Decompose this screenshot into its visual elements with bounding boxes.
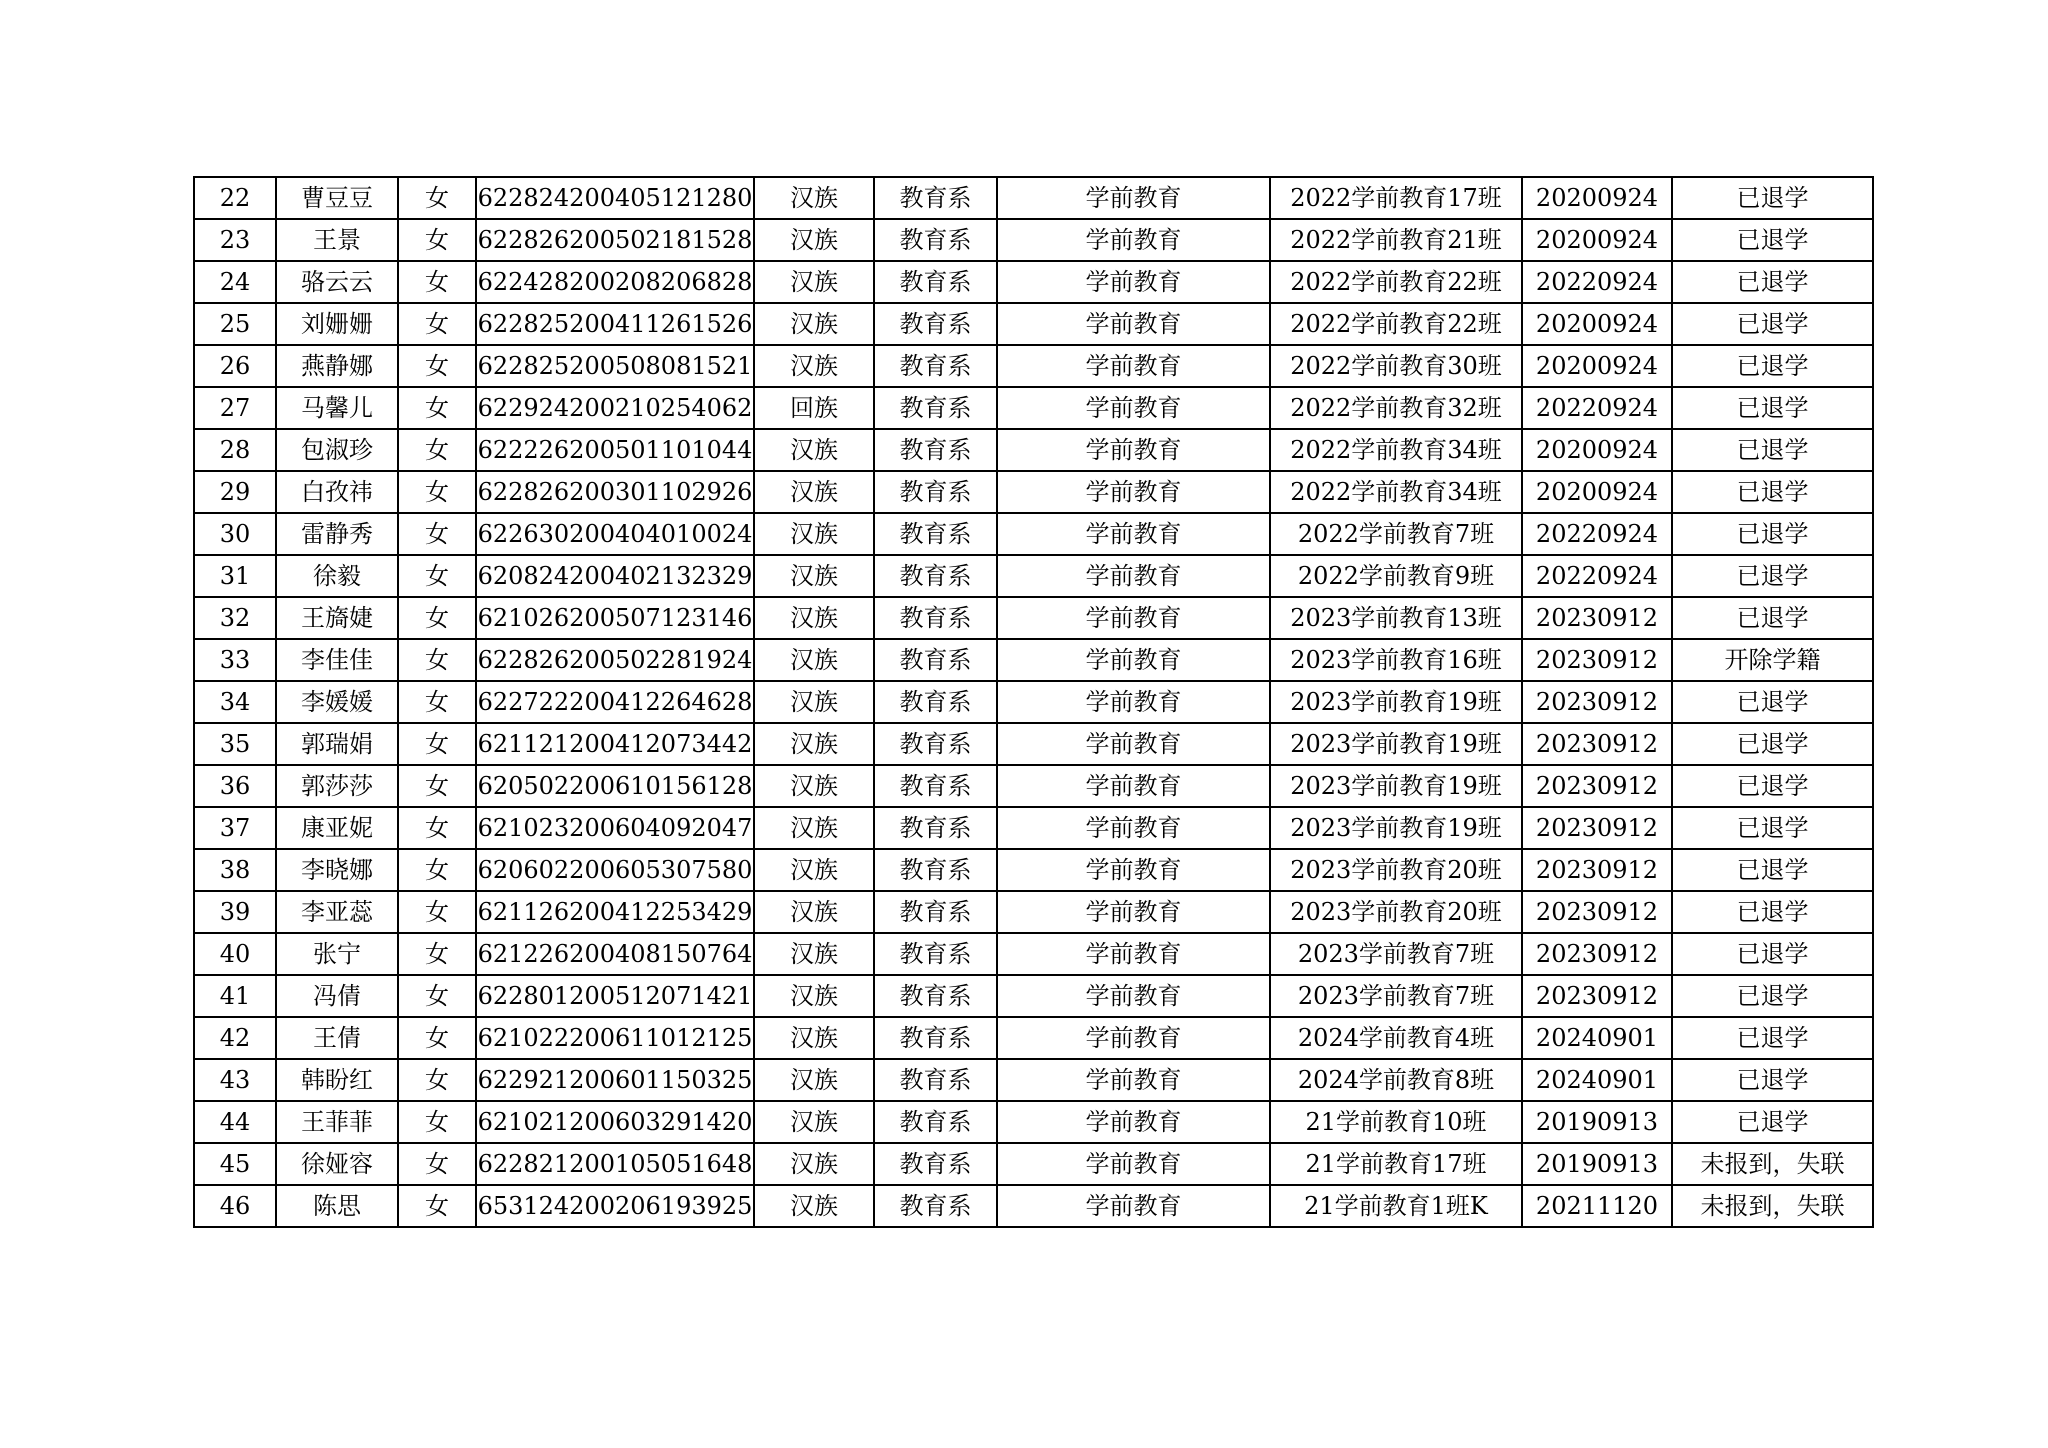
id-number-cell: 622826200502181528 (476, 219, 754, 261)
date-cell: 20230912 (1522, 597, 1672, 639)
date-cell: 20230912 (1522, 975, 1672, 1017)
gender-cell: 女 (398, 303, 476, 345)
ethnicity-cell: 汉族 (754, 303, 874, 345)
gender-cell: 女 (398, 681, 476, 723)
date-cell: 20200924 (1522, 429, 1672, 471)
row-number-cell: 33 (194, 639, 276, 681)
status-cell: 已退学 (1672, 975, 1873, 1017)
id-number-cell: 621126200412253429 (476, 891, 754, 933)
roster-body (194, 177, 1873, 1227)
ethnicity-cell: 汉族 (754, 429, 874, 471)
major-cell: 学前教育 (997, 1017, 1270, 1059)
ethnicity-cell: 汉族 (754, 345, 874, 387)
student-name-cell: 曹豆豆 (276, 177, 398, 219)
major-cell: 学前教育 (997, 681, 1270, 723)
ethnicity-cell: 汉族 (754, 891, 874, 933)
status-cell: 已退学 (1672, 1101, 1873, 1143)
table-row (194, 1143, 1873, 1185)
table-row (194, 387, 1873, 429)
id-number-cell: 621022200611012125 (476, 1017, 754, 1059)
major-cell: 学前教育 (997, 219, 1270, 261)
date-cell: 20200924 (1522, 471, 1672, 513)
ethnicity-cell: 汉族 (754, 639, 874, 681)
status-cell: 已退学 (1672, 471, 1873, 513)
major-cell: 学前教育 (997, 1185, 1270, 1227)
gender-cell: 女 (398, 597, 476, 639)
gender-cell: 女 (398, 513, 476, 555)
gender-cell: 女 (398, 849, 476, 891)
status-cell: 已退学 (1672, 1059, 1873, 1101)
id-number-cell: 621021200603291420 (476, 1101, 754, 1143)
student-name-cell: 王倩 (276, 1017, 398, 1059)
class-cell: 2023学前教育13班 (1270, 597, 1522, 639)
ethnicity-cell: 汉族 (754, 177, 874, 219)
class-cell: 2023学前教育7班 (1270, 975, 1522, 1017)
date-cell: 20220924 (1522, 555, 1672, 597)
department-cell: 教育系 (874, 219, 997, 261)
ethnicity-cell: 汉族 (754, 555, 874, 597)
student-name-cell: 包淑珍 (276, 429, 398, 471)
table-row (194, 513, 1873, 555)
major-cell: 学前教育 (997, 429, 1270, 471)
status-cell: 已退学 (1672, 387, 1873, 429)
student-name-cell: 雷静秀 (276, 513, 398, 555)
date-cell: 20200924 (1522, 219, 1672, 261)
class-cell: 2022学前教育21班 (1270, 219, 1522, 261)
id-number-cell: 621121200412073442 (476, 723, 754, 765)
gender-cell: 女 (398, 639, 476, 681)
class-cell: 2023学前教育19班 (1270, 807, 1522, 849)
department-cell: 教育系 (874, 1059, 997, 1101)
table-row (194, 765, 1873, 807)
status-cell: 已退学 (1672, 765, 1873, 807)
major-cell: 学前教育 (997, 177, 1270, 219)
id-number-cell: 622826200301102926 (476, 471, 754, 513)
date-cell: 20230912 (1522, 639, 1672, 681)
major-cell: 学前教育 (997, 555, 1270, 597)
id-number-cell: 621226200408150764 (476, 933, 754, 975)
id-number-cell: 622801200512071421 (476, 975, 754, 1017)
table-row (194, 429, 1873, 471)
gender-cell: 女 (398, 261, 476, 303)
status-cell: 已退学 (1672, 597, 1873, 639)
student-name-cell: 马馨儿 (276, 387, 398, 429)
status-cell: 已退学 (1672, 177, 1873, 219)
department-cell: 教育系 (874, 555, 997, 597)
row-number-cell: 32 (194, 597, 276, 639)
table-row (194, 807, 1873, 849)
gender-cell: 女 (398, 1143, 476, 1185)
status-cell: 已退学 (1672, 555, 1873, 597)
table-row (194, 177, 1873, 219)
major-cell: 学前教育 (997, 597, 1270, 639)
ethnicity-cell: 汉族 (754, 975, 874, 1017)
student-roster-table (193, 176, 1874, 1228)
student-name-cell: 郭莎莎 (276, 765, 398, 807)
major-cell: 学前教育 (997, 261, 1270, 303)
department-cell: 教育系 (874, 345, 997, 387)
department-cell: 教育系 (874, 177, 997, 219)
id-number-cell: 622825200508081521 (476, 345, 754, 387)
major-cell: 学前教育 (997, 765, 1270, 807)
department-cell: 教育系 (874, 303, 997, 345)
row-number-cell: 23 (194, 219, 276, 261)
date-cell: 20190913 (1522, 1101, 1672, 1143)
table-row (194, 345, 1873, 387)
department-cell: 教育系 (874, 807, 997, 849)
student-name-cell: 骆云云 (276, 261, 398, 303)
major-cell: 学前教育 (997, 1101, 1270, 1143)
gender-cell: 女 (398, 975, 476, 1017)
ethnicity-cell: 汉族 (754, 1059, 874, 1101)
id-number-cell: 622722200412264628 (476, 681, 754, 723)
department-cell: 教育系 (874, 1101, 997, 1143)
status-cell: 已退学 (1672, 933, 1873, 975)
student-name-cell: 康亚妮 (276, 807, 398, 849)
ethnicity-cell: 汉族 (754, 849, 874, 891)
date-cell: 20220924 (1522, 513, 1672, 555)
id-number-cell: 622630200404010024 (476, 513, 754, 555)
table-row (194, 1101, 1873, 1143)
date-cell: 20230912 (1522, 933, 1672, 975)
id-number-cell: 622226200501101044 (476, 429, 754, 471)
major-cell: 学前教育 (997, 387, 1270, 429)
id-number-cell: 620502200610156128 (476, 765, 754, 807)
ethnicity-cell: 汉族 (754, 765, 874, 807)
class-cell: 2023学前教育19班 (1270, 765, 1522, 807)
date-cell: 20230912 (1522, 807, 1672, 849)
major-cell: 学前教育 (997, 723, 1270, 765)
department-cell: 教育系 (874, 1017, 997, 1059)
gender-cell: 女 (398, 765, 476, 807)
ethnicity-cell: 汉族 (754, 933, 874, 975)
row-number-cell: 42 (194, 1017, 276, 1059)
student-name-cell: 李晓娜 (276, 849, 398, 891)
id-number-cell: 622428200208206828 (476, 261, 754, 303)
class-cell: 2024学前教育4班 (1270, 1017, 1522, 1059)
ethnicity-cell: 汉族 (754, 261, 874, 303)
student-name-cell: 白孜祎 (276, 471, 398, 513)
date-cell: 20240901 (1522, 1059, 1672, 1101)
table-row (194, 1017, 1873, 1059)
ethnicity-cell: 汉族 (754, 1101, 874, 1143)
row-number-cell: 22 (194, 177, 276, 219)
gender-cell: 女 (398, 723, 476, 765)
ethnicity-cell: 汉族 (754, 807, 874, 849)
gender-cell: 女 (398, 555, 476, 597)
table-row (194, 597, 1873, 639)
major-cell: 学前教育 (997, 891, 1270, 933)
department-cell: 教育系 (874, 429, 997, 471)
id-number-cell: 622825200411261526 (476, 303, 754, 345)
status-cell: 已退学 (1672, 303, 1873, 345)
gender-cell: 女 (398, 891, 476, 933)
class-cell: 2023学前教育16班 (1270, 639, 1522, 681)
student-name-cell: 王景 (276, 219, 398, 261)
row-number-cell: 31 (194, 555, 276, 597)
table-row (194, 891, 1873, 933)
department-cell: 教育系 (874, 513, 997, 555)
class-cell: 2022学前教育34班 (1270, 429, 1522, 471)
ethnicity-cell: 汉族 (754, 1017, 874, 1059)
table-row (194, 975, 1873, 1017)
department-cell: 教育系 (874, 1185, 997, 1227)
department-cell: 教育系 (874, 387, 997, 429)
class-cell: 2022学前教育34班 (1270, 471, 1522, 513)
class-cell: 2024学前教育8班 (1270, 1059, 1522, 1101)
date-cell: 20200924 (1522, 345, 1672, 387)
gender-cell: 女 (398, 177, 476, 219)
row-number-cell: 26 (194, 345, 276, 387)
table-row (194, 555, 1873, 597)
status-cell: 已退学 (1672, 513, 1873, 555)
table-row (194, 303, 1873, 345)
student-name-cell: 郭瑞娟 (276, 723, 398, 765)
major-cell: 学前教育 (997, 849, 1270, 891)
class-cell: 2022学前教育32班 (1270, 387, 1522, 429)
id-number-cell: 621023200604092047 (476, 807, 754, 849)
row-number-cell: 40 (194, 933, 276, 975)
row-number-cell: 37 (194, 807, 276, 849)
status-cell: 已退学 (1672, 429, 1873, 471)
row-number-cell: 30 (194, 513, 276, 555)
student-name-cell: 刘姗姗 (276, 303, 398, 345)
ethnicity-cell: 回族 (754, 387, 874, 429)
table-row (194, 471, 1873, 513)
row-number-cell: 28 (194, 429, 276, 471)
date-cell: 20190913 (1522, 1143, 1672, 1185)
ethnicity-cell: 汉族 (754, 1185, 874, 1227)
department-cell: 教育系 (874, 975, 997, 1017)
gender-cell: 女 (398, 1185, 476, 1227)
gender-cell: 女 (398, 807, 476, 849)
student-name-cell: 冯倩 (276, 975, 398, 1017)
id-number-cell: 622924200210254062 (476, 387, 754, 429)
department-cell: 教育系 (874, 471, 997, 513)
gender-cell: 女 (398, 345, 476, 387)
row-number-cell: 25 (194, 303, 276, 345)
class-cell: 2022学前教育22班 (1270, 261, 1522, 303)
status-cell: 已退学 (1672, 807, 1873, 849)
id-number-cell: 620824200402132329 (476, 555, 754, 597)
date-cell: 20220924 (1522, 261, 1672, 303)
table-row (194, 723, 1873, 765)
row-number-cell: 38 (194, 849, 276, 891)
student-name-cell: 陈思 (276, 1185, 398, 1227)
row-number-cell: 44 (194, 1101, 276, 1143)
id-number-cell: 653124200206193925 (476, 1185, 754, 1227)
student-name-cell: 张宁 (276, 933, 398, 975)
ethnicity-cell: 汉族 (754, 513, 874, 555)
department-cell: 教育系 (874, 597, 997, 639)
table-row (194, 1059, 1873, 1101)
student-name-cell: 王旖婕 (276, 597, 398, 639)
date-cell: 20211120 (1522, 1185, 1672, 1227)
status-cell: 已退学 (1672, 345, 1873, 387)
date-cell: 20220924 (1522, 387, 1672, 429)
class-cell: 2022学前教育9班 (1270, 555, 1522, 597)
class-cell: 2023学前教育20班 (1270, 891, 1522, 933)
student-name-cell: 王菲菲 (276, 1101, 398, 1143)
department-cell: 教育系 (874, 1143, 997, 1185)
id-number-cell: 621026200507123146 (476, 597, 754, 639)
student-name-cell: 徐毅 (276, 555, 398, 597)
gender-cell: 女 (398, 1017, 476, 1059)
row-number-cell: 29 (194, 471, 276, 513)
id-number-cell: 620602200605307580 (476, 849, 754, 891)
row-number-cell: 27 (194, 387, 276, 429)
class-cell: 2022学前教育7班 (1270, 513, 1522, 555)
class-cell: 2022学前教育22班 (1270, 303, 1522, 345)
status-cell: 已退学 (1672, 219, 1873, 261)
status-cell: 未报到，失联 (1672, 1185, 1873, 1227)
department-cell: 教育系 (874, 933, 997, 975)
row-number-cell: 46 (194, 1185, 276, 1227)
class-cell: 2023学前教育20班 (1270, 849, 1522, 891)
gender-cell: 女 (398, 1101, 476, 1143)
id-number-cell: 622921200601150325 (476, 1059, 754, 1101)
class-cell: 21学前教育1班K (1270, 1185, 1522, 1227)
major-cell: 学前教育 (997, 975, 1270, 1017)
status-cell: 未报到，失联 (1672, 1143, 1873, 1185)
table-row (194, 933, 1873, 975)
gender-cell: 女 (398, 429, 476, 471)
class-cell: 2022学前教育17班 (1270, 177, 1522, 219)
ethnicity-cell: 汉族 (754, 723, 874, 765)
status-cell: 开除学籍 (1672, 639, 1873, 681)
student-name-cell: 李佳佳 (276, 639, 398, 681)
student-name-cell: 徐娅容 (276, 1143, 398, 1185)
ethnicity-cell: 汉族 (754, 471, 874, 513)
class-cell: 2023学前教育19班 (1270, 723, 1522, 765)
status-cell: 已退学 (1672, 681, 1873, 723)
department-cell: 教育系 (874, 723, 997, 765)
date-cell: 20240901 (1522, 1017, 1672, 1059)
gender-cell: 女 (398, 471, 476, 513)
table-row (194, 219, 1873, 261)
row-number-cell: 24 (194, 261, 276, 303)
ethnicity-cell: 汉族 (754, 219, 874, 261)
date-cell: 20230912 (1522, 849, 1672, 891)
class-cell: 2022学前教育30班 (1270, 345, 1522, 387)
status-cell: 已退学 (1672, 891, 1873, 933)
student-name-cell: 韩盼红 (276, 1059, 398, 1101)
department-cell: 教育系 (874, 261, 997, 303)
row-number-cell: 41 (194, 975, 276, 1017)
date-cell: 20200924 (1522, 177, 1672, 219)
major-cell: 学前教育 (997, 303, 1270, 345)
status-cell: 已退学 (1672, 723, 1873, 765)
ethnicity-cell: 汉族 (754, 597, 874, 639)
row-number-cell: 39 (194, 891, 276, 933)
department-cell: 教育系 (874, 639, 997, 681)
gender-cell: 女 (398, 219, 476, 261)
major-cell: 学前教育 (997, 807, 1270, 849)
date-cell: 20230912 (1522, 891, 1672, 933)
date-cell: 20230912 (1522, 723, 1672, 765)
row-number-cell: 36 (194, 765, 276, 807)
student-name-cell: 李亚蕊 (276, 891, 398, 933)
status-cell: 已退学 (1672, 849, 1873, 891)
id-number-cell: 622824200405121280 (476, 177, 754, 219)
date-cell: 20230912 (1522, 765, 1672, 807)
student-name-cell: 李媛媛 (276, 681, 398, 723)
major-cell: 学前教育 (997, 513, 1270, 555)
class-cell: 2023学前教育7班 (1270, 933, 1522, 975)
gender-cell: 女 (398, 387, 476, 429)
gender-cell: 女 (398, 1059, 476, 1101)
ethnicity-cell: 汉族 (754, 1143, 874, 1185)
class-cell: 21学前教育17班 (1270, 1143, 1522, 1185)
department-cell: 教育系 (874, 891, 997, 933)
id-number-cell: 622821200105051648 (476, 1143, 754, 1185)
status-cell: 已退学 (1672, 1017, 1873, 1059)
table-row (194, 639, 1873, 681)
student-name-cell: 燕静娜 (276, 345, 398, 387)
row-number-cell: 35 (194, 723, 276, 765)
gender-cell: 女 (398, 933, 476, 975)
class-cell: 2023学前教育19班 (1270, 681, 1522, 723)
major-cell: 学前教育 (997, 639, 1270, 681)
ethnicity-cell: 汉族 (754, 681, 874, 723)
table-row (194, 681, 1873, 723)
table-row (194, 261, 1873, 303)
date-cell: 20200924 (1522, 303, 1672, 345)
status-cell: 已退学 (1672, 261, 1873, 303)
major-cell: 学前教育 (997, 345, 1270, 387)
table-row (194, 1185, 1873, 1227)
department-cell: 教育系 (874, 765, 997, 807)
id-number-cell: 622826200502281924 (476, 639, 754, 681)
row-number-cell: 43 (194, 1059, 276, 1101)
major-cell: 学前教育 (997, 1143, 1270, 1185)
date-cell: 20230912 (1522, 681, 1672, 723)
class-cell: 21学前教育10班 (1270, 1101, 1522, 1143)
major-cell: 学前教育 (997, 1059, 1270, 1101)
department-cell: 教育系 (874, 681, 997, 723)
major-cell: 学前教育 (997, 933, 1270, 975)
major-cell: 学前教育 (997, 471, 1270, 513)
table-row (194, 849, 1873, 891)
row-number-cell: 34 (194, 681, 276, 723)
row-number-cell: 45 (194, 1143, 276, 1185)
department-cell: 教育系 (874, 849, 997, 891)
